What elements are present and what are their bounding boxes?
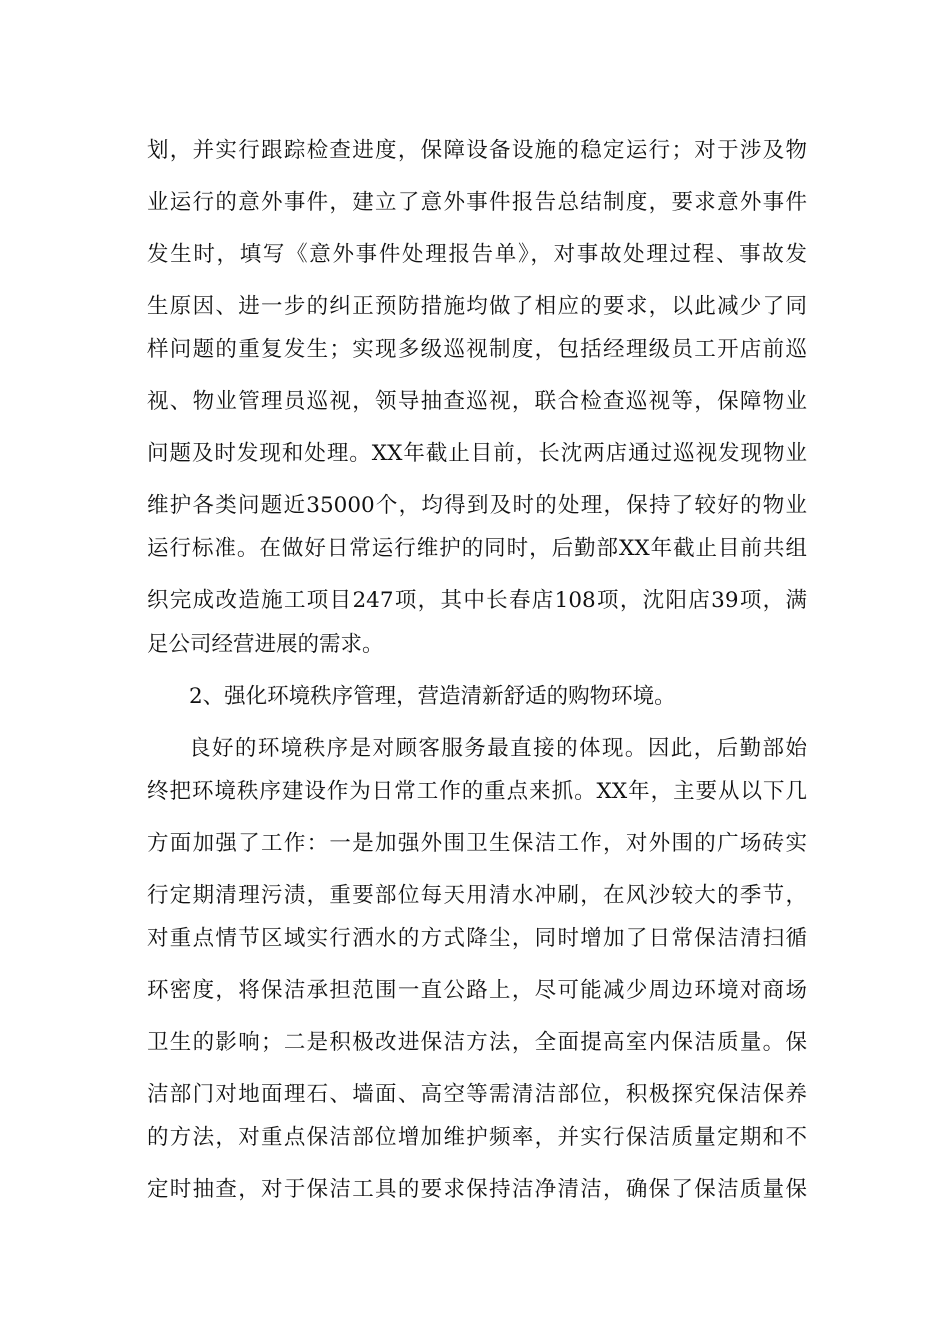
paragraph-2-line-4: 行定期清理污渍，重要部位每天用清水冲刷，在风沙较大的季节， [147, 883, 807, 908]
paragraph-1-line-11: 足公司经营进展的需求。 [147, 632, 384, 657]
paragraph-1-line-9: 运行标准。在做好日常运行维护的同时，后勤部XX年截止目前共组 [147, 536, 807, 561]
paragraph-1-line-6: 视、物业管理员巡视，领导抽查巡视，联合检查巡视等，保障物业 [147, 389, 807, 414]
paragraph-1-line-2: 业运行的意外事件，建立了意外事件报告总结制度，要求意外事件 [147, 190, 807, 215]
paragraph-1-line-4: 生原因、进一步的纠正预防措施均做了相应的要求，以此减少了同 [147, 294, 807, 319]
paragraph-2-line-3: 方面加强了工作：一是加强外围卫生保洁工作，对外围的广场砖实 [147, 831, 807, 856]
paragraph-2-line-5: 对重点情节区域实行洒水的方式降尘，同时增加了日常保洁清扫循 [147, 926, 807, 951]
paragraph-2-line-10: 定时抽查，对于保洁工具的要求保持洁净清洁，确保了保洁质量保 [147, 1177, 807, 1202]
paragraph-2-line-2: 终把环境秩序建设作为日常工作的重点来抓。XX年，主要从以下几 [147, 779, 807, 804]
paragraph-2-line-1: 良好的环境秩序是对顾客服务最直接的体现。因此，后勤部始 [189, 736, 807, 761]
section-heading-2: 2、强化环境秩序管理，营造清新舒适的购物环境。 [189, 684, 676, 709]
paragraph-1-line-3: 发生时，填写《意外事件处理报告单》，对事故处理过程、事故发 [147, 242, 807, 267]
paragraph-1-line-1: 划，并实行跟踪检查进度，保障设备设施的稳定运行；对于涉及物 [147, 138, 807, 163]
paragraph-2-line-7: 卫生的影响；二是积极改进保洁方法，全面提高室内保洁质量。保 [147, 1030, 807, 1055]
paragraph-1-line-8: 维护各类问题近35000个，均得到及时的处理，保持了较好的物业 [147, 493, 807, 518]
paragraph-2-line-9: 的方法，对重点保洁部位增加维护频率，并实行保洁质量定期和不 [147, 1125, 807, 1150]
paragraph-1-line-7: 问题及时发现和处理。XX年截止目前，长沈两店通过巡视发现物业 [147, 441, 807, 466]
paragraph-2-line-6: 环密度，将保洁承担范围一直公路上，尽可能减少周边环境对商场 [147, 978, 807, 1003]
paragraph-2-line-8: 洁部门对地面理石、墙面、高空等需清洁部位，积极探究保洁保养 [147, 1082, 807, 1107]
paragraph-1-line-5: 样问题的重复发生；实现多级巡视制度，包括经理级员工开店前巡 [147, 337, 807, 362]
paragraph-1-line-10: 织完成改造施工项目247项，其中长春店108项，沈阳店39项，满 [147, 588, 807, 613]
